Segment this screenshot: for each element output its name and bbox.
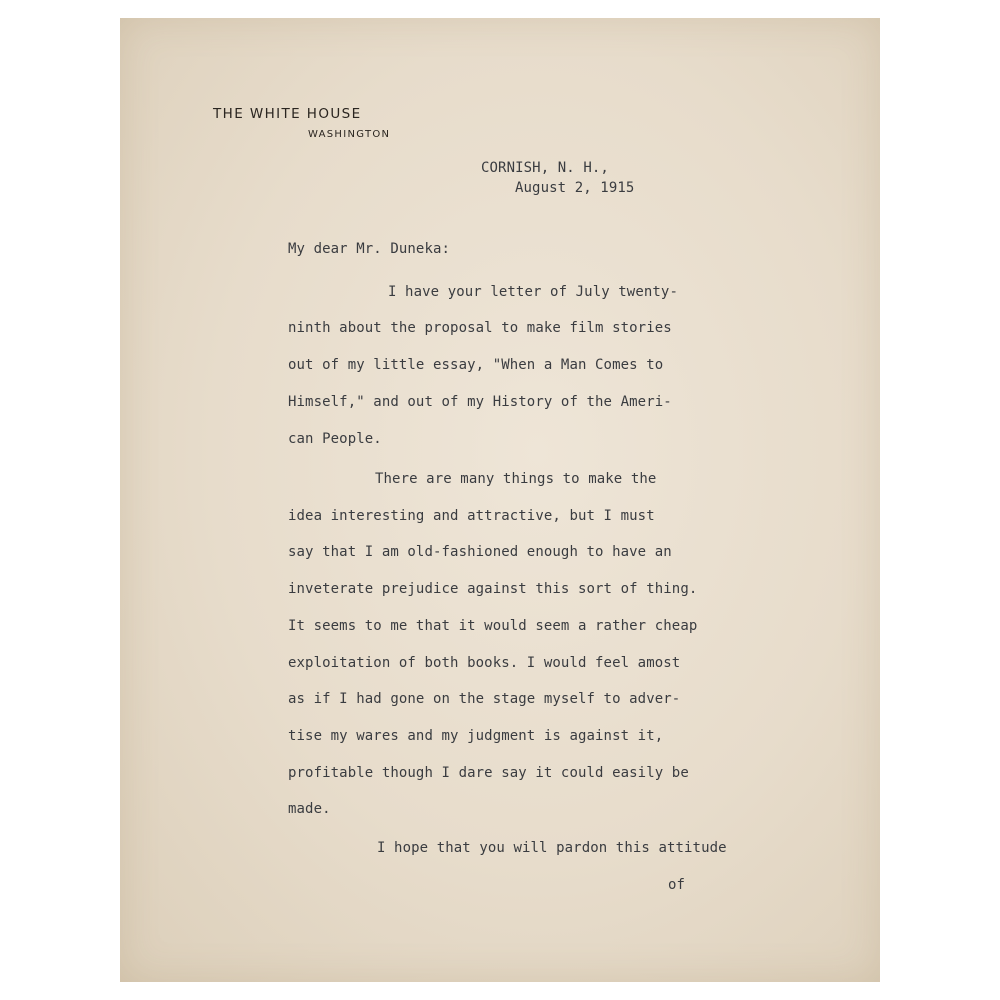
paragraph-2-line: profitable though I dare say it could easily be <box>288 765 689 781</box>
catchword: of <box>668 877 686 893</box>
paragraph-1-line: I have your letter of July twenty- <box>388 284 678 300</box>
letterhead-location: WASHINGTON <box>308 129 391 140</box>
paragraph-2-line: It seems to me that it would seem a rather cheap <box>288 618 698 634</box>
paragraph-2-line: made. <box>288 801 331 817</box>
dateline-date: August 2, 1915 <box>515 180 635 196</box>
paragraph-1-line: can People. <box>288 431 382 447</box>
paragraph-2-line: exploitation of both books. I would feel amost <box>288 655 681 671</box>
paragraph-2-line: idea interesting and attractive, but I must <box>288 508 655 524</box>
paragraph-1-line: out of my little essay, "When a Man Comes to <box>288 357 664 373</box>
letterhead-title: THE WHITE HOUSE <box>213 106 362 122</box>
paragraph-2-line: tise my wares and my judgment is against it, <box>288 728 664 744</box>
salutation: My dear Mr. Duneka: <box>288 241 451 257</box>
paragraph-3-line: I hope that you will pardon this attitude <box>377 840 727 856</box>
paragraph-2-line: as if I had gone on the stage myself to adver- <box>288 691 681 707</box>
letter-page <box>120 18 880 982</box>
paragraph-2-line: say that I am old-fashioned enough to have an <box>288 544 672 560</box>
paragraph-2-line: inveterate prejudice against this sort of thing. <box>288 581 698 597</box>
dateline-place: CORNISH, N. H., <box>481 160 609 176</box>
paragraph-1-line: Himself," and out of my History of the Ameri- <box>288 394 672 410</box>
paragraph-1-line: ninth about the proposal to make film stories <box>288 320 672 336</box>
paragraph-2-line: There are many things to make the <box>375 471 657 487</box>
